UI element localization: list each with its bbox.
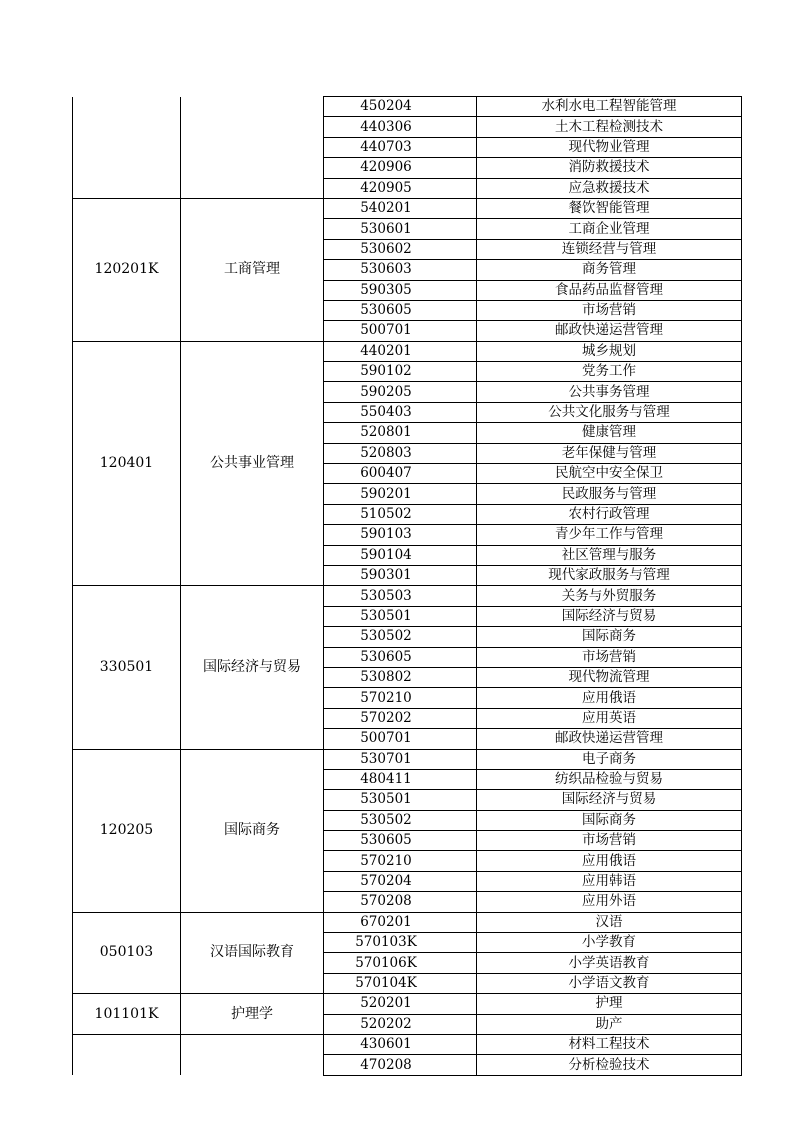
vocational-major-name: 健康管理 <box>477 423 742 443</box>
vocational-major-code: 570104K <box>324 973 477 993</box>
vocational-major-code: 550403 <box>324 402 477 422</box>
vocational-major-name: 现代家政服务与管理 <box>477 565 742 585</box>
undergrad-major-code <box>73 97 181 199</box>
vocational-major-code: 530603 <box>324 260 477 280</box>
undergrad-major-name: 公共事业管理 <box>181 341 324 586</box>
undergrad-major-name <box>181 97 324 199</box>
vocational-major-name: 邮政快递运营管理 <box>477 321 742 341</box>
vocational-major-code: 570204 <box>324 871 477 891</box>
vocational-major-code: 470208 <box>324 1055 477 1075</box>
vocational-major-name: 助产 <box>477 1014 742 1034</box>
vocational-major-code: 530503 <box>324 586 477 606</box>
vocational-major-name: 关务与外贸服务 <box>477 586 742 606</box>
vocational-major-code: 520801 <box>324 423 477 443</box>
vocational-major-name: 小学语文教育 <box>477 973 742 993</box>
undergrad-major-code <box>73 1034 181 1075</box>
vocational-major-name: 电子商务 <box>477 749 742 769</box>
vocational-major-code: 520803 <box>324 443 477 463</box>
vocational-major-code: 590103 <box>324 525 477 545</box>
vocational-major-code: 440306 <box>324 117 477 137</box>
vocational-major-code: 420905 <box>324 178 477 198</box>
vocational-major-code: 530802 <box>324 667 477 687</box>
vocational-major-code: 510502 <box>324 504 477 524</box>
vocational-major-name: 老年保健与管理 <box>477 443 742 463</box>
vocational-major-code: 530502 <box>324 810 477 830</box>
undergrad-major-name <box>181 1034 324 1075</box>
table-row <box>73 1034 742 1054</box>
vocational-major-name: 民航空中安全保卫 <box>477 464 742 484</box>
vocational-major-name: 市场营销 <box>477 300 742 320</box>
vocational-major-code: 540201 <box>324 198 477 218</box>
vocational-major-name: 商务管理 <box>477 260 742 280</box>
vocational-major-name: 小学教育 <box>477 933 742 953</box>
undergrad-major-code: 330501 <box>73 586 181 749</box>
vocational-major-code: 500701 <box>324 321 477 341</box>
table-row <box>73 749 742 769</box>
undergrad-major-code: 101101K <box>73 994 181 1035</box>
vocational-major-name: 应急救援技术 <box>477 178 742 198</box>
vocational-major-code: 520202 <box>324 1014 477 1034</box>
vocational-major-code: 530601 <box>324 219 477 239</box>
vocational-major-name: 应用英语 <box>477 708 742 728</box>
vocational-major-name: 食品药品监督管理 <box>477 280 742 300</box>
vocational-major-name: 分析检验技术 <box>477 1055 742 1075</box>
vocational-major-code: 500701 <box>324 729 477 749</box>
undergrad-major-code: 050103 <box>73 912 181 994</box>
undergrad-major-name: 护理学 <box>181 994 324 1035</box>
vocational-major-name: 护理 <box>477 994 742 1014</box>
table-row <box>73 994 742 1014</box>
vocational-major-code: 530605 <box>324 300 477 320</box>
vocational-major-name: 应用俄语 <box>477 688 742 708</box>
vocational-major-code: 530501 <box>324 606 477 626</box>
vocational-major-name: 社区管理与服务 <box>477 545 742 565</box>
undergrad-major-code: 120205 <box>73 749 181 912</box>
vocational-major-code: 530502 <box>324 627 477 647</box>
table-row <box>73 341 742 361</box>
vocational-major-name: 应用外语 <box>477 892 742 912</box>
vocational-major-name: 公共事务管理 <box>477 382 742 402</box>
vocational-major-name: 应用俄语 <box>477 851 742 871</box>
vocational-major-name: 国际商务 <box>477 627 742 647</box>
vocational-major-name: 纺织品检验与贸易 <box>477 769 742 789</box>
vocational-major-code: 450204 <box>324 97 477 117</box>
table-row <box>73 586 742 606</box>
table-body <box>73 97 742 1076</box>
vocational-major-code: 570210 <box>324 688 477 708</box>
vocational-major-code: 570210 <box>324 851 477 871</box>
vocational-major-code: 440703 <box>324 137 477 157</box>
table-row <box>73 912 742 932</box>
vocational-major-name: 小学英语教育 <box>477 953 742 973</box>
table-row <box>73 198 742 218</box>
vocational-major-name: 邮政快递运营管理 <box>477 729 742 749</box>
vocational-major-code: 590102 <box>324 362 477 382</box>
vocational-major-name: 公共文化服务与管理 <box>477 402 742 422</box>
vocational-major-name: 党务工作 <box>477 362 742 382</box>
vocational-major-name: 土木工程检测技术 <box>477 117 742 137</box>
vocational-major-code: 530605 <box>324 647 477 667</box>
vocational-major-code: 670201 <box>324 912 477 932</box>
vocational-major-code: 590205 <box>324 382 477 402</box>
vocational-major-name: 材料工程技术 <box>477 1034 742 1054</box>
vocational-major-code: 430601 <box>324 1034 477 1054</box>
vocational-major-name: 水利水电工程智能管理 <box>477 97 742 117</box>
vocational-major-name: 民政服务与管理 <box>477 484 742 504</box>
vocational-major-code: 480411 <box>324 769 477 789</box>
vocational-major-code: 520201 <box>324 994 477 1014</box>
vocational-major-name: 国际经济与贸易 <box>477 606 742 626</box>
vocational-major-code: 590104 <box>324 545 477 565</box>
vocational-major-code: 440201 <box>324 341 477 361</box>
vocational-major-code: 600407 <box>324 464 477 484</box>
vocational-major-code: 570202 <box>324 708 477 728</box>
vocational-major-code: 570208 <box>324 892 477 912</box>
vocational-major-code: 420906 <box>324 158 477 178</box>
vocational-major-code: 570103K <box>324 933 477 953</box>
vocational-major-name: 市场营销 <box>477 831 742 851</box>
vocational-major-name: 城乡规划 <box>477 341 742 361</box>
undergrad-major-name: 国际商务 <box>181 749 324 912</box>
vocational-major-code: 530701 <box>324 749 477 769</box>
vocational-major-code: 570106K <box>324 953 477 973</box>
vocational-major-code: 590305 <box>324 280 477 300</box>
vocational-major-code: 590201 <box>324 484 477 504</box>
vocational-major-name: 连锁经营与管理 <box>477 239 742 259</box>
vocational-major-name: 餐饮智能管理 <box>477 198 742 218</box>
vocational-major-code: 530602 <box>324 239 477 259</box>
undergrad-major-name: 国际经济与贸易 <box>181 586 324 749</box>
vocational-major-name: 市场营销 <box>477 647 742 667</box>
vocational-major-name: 现代物业管理 <box>477 137 742 157</box>
vocational-major-code: 530501 <box>324 790 477 810</box>
vocational-major-name: 应用韩语 <box>477 871 742 891</box>
undergrad-major-name: 工商管理 <box>181 198 324 341</box>
vocational-major-name: 消防救援技术 <box>477 158 742 178</box>
vocational-major-name: 工商企业管理 <box>477 219 742 239</box>
vocational-major-code: 530605 <box>324 831 477 851</box>
vocational-major-name: 汉语 <box>477 912 742 932</box>
vocational-major-name: 现代物流管理 <box>477 667 742 687</box>
vocational-major-name: 青少年工作与管理 <box>477 525 742 545</box>
undergrad-major-code: 120401 <box>73 341 181 586</box>
table-row <box>73 97 742 117</box>
vocational-major-name: 国际经济与贸易 <box>477 790 742 810</box>
vocational-major-name: 农村行政管理 <box>477 504 742 524</box>
vocational-major-code: 590301 <box>324 565 477 585</box>
undergrad-major-name: 汉语国际教育 <box>181 912 324 994</box>
undergrad-major-code: 120201K <box>73 198 181 341</box>
vocational-major-name: 国际商务 <box>477 810 742 830</box>
major-mapping-table <box>72 96 742 1076</box>
